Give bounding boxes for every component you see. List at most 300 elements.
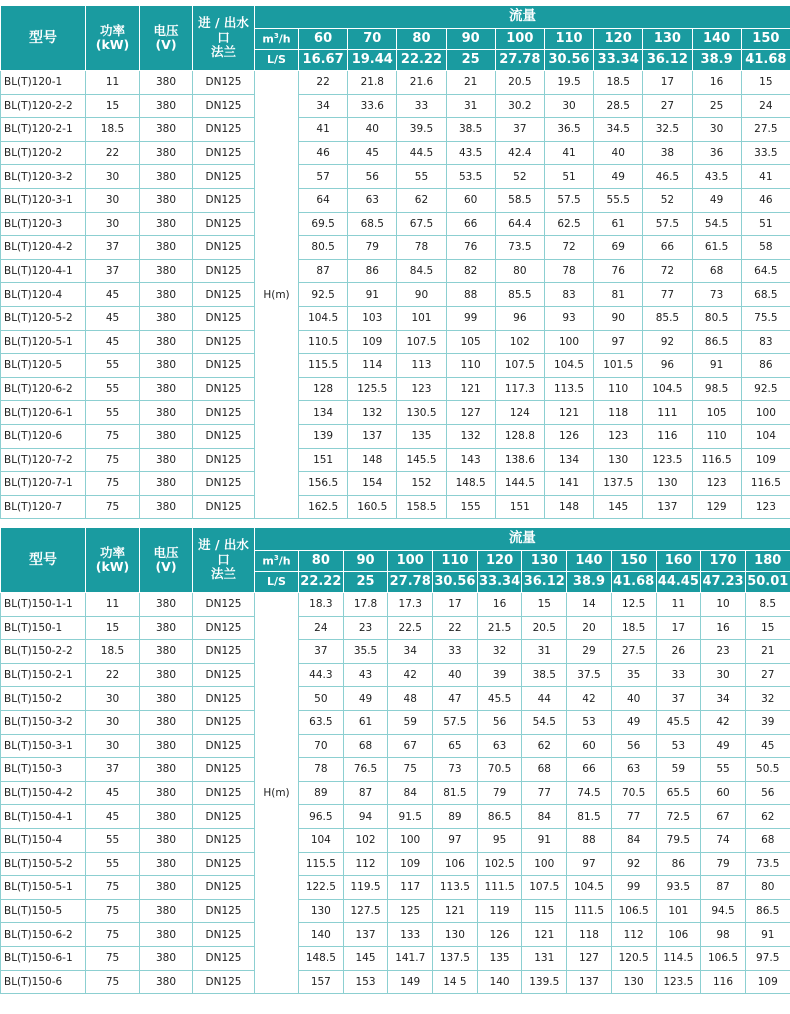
head-value-cell: 55.5 bbox=[594, 188, 643, 212]
flange-cell: DN125 bbox=[193, 734, 255, 758]
power-cell: 55 bbox=[86, 828, 140, 852]
model-cell: BL(T)150-2 bbox=[1, 687, 86, 711]
table-row bbox=[1, 472, 790, 496]
flange-cell: DN125 bbox=[193, 94, 255, 118]
head-value-cell: 42 bbox=[388, 663, 433, 687]
head-value-cell: 33 bbox=[397, 94, 446, 118]
head-value-cell: 75 bbox=[388, 758, 433, 782]
flow-m3h-value: 70 bbox=[348, 29, 397, 50]
head-value-cell: 145 bbox=[343, 946, 388, 970]
flange-cell: DN125 bbox=[193, 663, 255, 687]
head-value-cell: 97 bbox=[567, 852, 612, 876]
head-value-cell: 127 bbox=[446, 401, 495, 425]
model-cell: BL(T)150-3-1 bbox=[1, 734, 86, 758]
head-value-cell: 68 bbox=[692, 259, 741, 283]
model-cell: BL(T)150-2-2 bbox=[1, 640, 86, 664]
voltage-cell: 380 bbox=[140, 876, 193, 900]
head-value-cell: 114 bbox=[348, 354, 397, 378]
table-row bbox=[1, 734, 790, 758]
head-value-cell: 23 bbox=[343, 616, 388, 640]
head-value-cell: 123 bbox=[741, 495, 790, 519]
model-cell: BL(T)120-2 bbox=[1, 141, 86, 165]
head-value-cell: 76.5 bbox=[343, 758, 388, 782]
head-value-cell: 121 bbox=[522, 923, 567, 947]
head-value-cell: 66 bbox=[643, 236, 692, 260]
head-value-cell: 94 bbox=[343, 805, 388, 829]
head-value-cell: 141.7 bbox=[388, 946, 433, 970]
head-value-cell: 63 bbox=[348, 188, 397, 212]
head-value-cell: 102 bbox=[495, 330, 544, 354]
pump-spec-table-150 bbox=[0, 527, 790, 994]
table-row bbox=[1, 354, 790, 378]
flow-ls-value: 33.34 bbox=[477, 572, 522, 593]
head-value-cell: 79 bbox=[477, 781, 522, 805]
head-value-cell: 86 bbox=[741, 354, 790, 378]
table-row bbox=[1, 306, 790, 330]
head-value-cell: 67 bbox=[388, 734, 433, 758]
head-value-cell: 40 bbox=[433, 663, 478, 687]
head-value-cell: 69.5 bbox=[299, 212, 348, 236]
head-value-cell: 121 bbox=[433, 899, 478, 923]
head-value-cell: 113.5 bbox=[544, 377, 593, 401]
table-row bbox=[1, 330, 790, 354]
flange-cell: DN125 bbox=[193, 141, 255, 165]
head-value-cell: 62 bbox=[745, 805, 790, 829]
head-value-cell: 140 bbox=[477, 970, 522, 994]
head-value-cell: 115.5 bbox=[299, 354, 348, 378]
head-value-cell: 53 bbox=[656, 734, 701, 758]
model-cell: BL(T)120-5-1 bbox=[1, 330, 86, 354]
head-value-cell: 85.5 bbox=[495, 283, 544, 307]
head-value-cell: 30 bbox=[701, 663, 746, 687]
table-row bbox=[1, 377, 790, 401]
table-row bbox=[1, 970, 790, 994]
head-value-cell: 32.5 bbox=[643, 118, 692, 142]
head-value-cell: 116 bbox=[701, 970, 746, 994]
head-value-cell: 24 bbox=[741, 94, 790, 118]
head-value-cell: 100 bbox=[544, 330, 593, 354]
head-value-cell: 101.5 bbox=[594, 354, 643, 378]
head-value-cell: 62 bbox=[522, 734, 567, 758]
voltage-cell: 380 bbox=[140, 306, 193, 330]
power-cell: 75 bbox=[86, 970, 140, 994]
head-value-cell: 138.6 bbox=[495, 448, 544, 472]
voltage-cell: 380 bbox=[140, 165, 193, 189]
flange-cell: DN125 bbox=[193, 781, 255, 805]
head-value-cell: 53 bbox=[567, 710, 612, 734]
head-value-cell: 10 bbox=[701, 593, 746, 617]
flow-ls-value: 33.34 bbox=[594, 50, 643, 71]
head-value-cell: 139 bbox=[299, 424, 348, 448]
flange-cell: DN125 bbox=[193, 165, 255, 189]
flow-m3h-value: 130 bbox=[522, 551, 567, 572]
power-cell: 75 bbox=[86, 472, 140, 496]
head-value-cell: 112 bbox=[343, 852, 388, 876]
head-value-cell: 158.5 bbox=[397, 495, 446, 519]
head-value-cell: 68 bbox=[522, 758, 567, 782]
head-value-cell: 73 bbox=[433, 758, 478, 782]
table-row bbox=[1, 165, 790, 189]
table-row bbox=[1, 899, 790, 923]
flow-m3h-value: 140 bbox=[567, 551, 612, 572]
head-value-cell: 154 bbox=[348, 472, 397, 496]
model-cell: BL(T)150-2-1 bbox=[1, 663, 86, 687]
table-body bbox=[1, 593, 790, 994]
head-value-cell: 21 bbox=[446, 71, 495, 95]
head-value-cell: 79 bbox=[348, 236, 397, 260]
power-cell: 30 bbox=[86, 734, 140, 758]
head-value-cell: 92 bbox=[611, 852, 656, 876]
head-value-cell: 31 bbox=[522, 640, 567, 664]
head-value-cell: 39 bbox=[745, 710, 790, 734]
head-value-cell: 68.5 bbox=[741, 283, 790, 307]
flow-m3h-value: 150 bbox=[611, 551, 656, 572]
head-value-cell: 118 bbox=[567, 923, 612, 947]
head-value-cell: 32 bbox=[477, 640, 522, 664]
head-value-cell: 130 bbox=[643, 472, 692, 496]
head-value-cell: 99 bbox=[611, 876, 656, 900]
head-value-cell: 107.5 bbox=[397, 330, 446, 354]
head-value-cell: 46 bbox=[741, 188, 790, 212]
head-value-cell: 113.5 bbox=[433, 876, 478, 900]
model-cell: BL(T)120-5 bbox=[1, 354, 86, 378]
head-value-cell: 18.3 bbox=[299, 593, 344, 617]
head-value-cell: 89 bbox=[299, 781, 344, 805]
model-cell: BL(T)120-3 bbox=[1, 212, 86, 236]
head-value-cell: 14 bbox=[567, 593, 612, 617]
head-value-cell: 104.5 bbox=[544, 354, 593, 378]
model-cell: BL(T)120-4-2 bbox=[1, 236, 86, 260]
head-value-cell: 151 bbox=[495, 495, 544, 519]
head-value-cell: 16 bbox=[477, 593, 522, 617]
head-value-cell: 128 bbox=[299, 377, 348, 401]
head-value-cell: 21.6 bbox=[397, 71, 446, 95]
head-value-cell: 48 bbox=[388, 687, 433, 711]
head-value-cell: 145 bbox=[594, 495, 643, 519]
head-value-cell: 78 bbox=[397, 236, 446, 260]
head-value-cell: 67 bbox=[701, 805, 746, 829]
power-cell: 30 bbox=[86, 165, 140, 189]
model-cell: BL(T)120-1 bbox=[1, 71, 86, 95]
head-value-cell: 49 bbox=[343, 687, 388, 711]
head-value-cell: 61 bbox=[594, 212, 643, 236]
flow-ls-value: 36.12 bbox=[643, 50, 692, 71]
head-value-cell: 14 5 bbox=[433, 970, 478, 994]
flange-cell: DN125 bbox=[193, 212, 255, 236]
power-cell: 45 bbox=[86, 805, 140, 829]
head-value-cell: 97.5 bbox=[745, 946, 790, 970]
table-row bbox=[1, 118, 790, 142]
spec-table bbox=[0, 527, 790, 994]
flange-cell: DN125 bbox=[193, 259, 255, 283]
head-value-cell: 70.5 bbox=[477, 758, 522, 782]
flow-m3h-value: 100 bbox=[388, 551, 433, 572]
col-header-power: 功率 (kW) bbox=[86, 528, 140, 593]
flow-ls-value: 22.22 bbox=[397, 50, 446, 71]
flow-m3h-value: 90 bbox=[446, 29, 495, 50]
model-cell: BL(T)120-7-1 bbox=[1, 472, 86, 496]
head-value-cell: 61.5 bbox=[692, 236, 741, 260]
model-cell: BL(T)120-4 bbox=[1, 283, 86, 307]
head-value-cell: 121 bbox=[544, 401, 593, 425]
head-value-cell: 103 bbox=[348, 306, 397, 330]
head-value-cell: 17.8 bbox=[343, 593, 388, 617]
head-value-cell: 137 bbox=[343, 923, 388, 947]
head-value-cell: 132 bbox=[348, 401, 397, 425]
voltage-cell: 380 bbox=[140, 424, 193, 448]
head-value-cell: 74 bbox=[701, 828, 746, 852]
flow-m3h-value: 80 bbox=[299, 551, 344, 572]
head-value-cell: 56 bbox=[348, 165, 397, 189]
head-value-cell: 26 bbox=[656, 640, 701, 664]
flow-ls-value: 27.78 bbox=[388, 572, 433, 593]
head-value-cell: 73.5 bbox=[495, 236, 544, 260]
head-value-cell: 63 bbox=[611, 758, 656, 782]
head-value-cell: 117 bbox=[388, 876, 433, 900]
head-value-cell: 92.5 bbox=[299, 283, 348, 307]
power-cell: 15 bbox=[86, 616, 140, 640]
head-value-cell: 42.4 bbox=[495, 141, 544, 165]
model-cell: BL(T)120-6-2 bbox=[1, 377, 86, 401]
head-value-cell: 123 bbox=[397, 377, 446, 401]
model-cell: BL(T)150-5-2 bbox=[1, 852, 86, 876]
head-value-cell: 70.5 bbox=[611, 781, 656, 805]
voltage-cell: 380 bbox=[140, 259, 193, 283]
head-value-cell: 148 bbox=[544, 495, 593, 519]
head-value-cell: 19.5 bbox=[544, 71, 593, 95]
flange-cell: DN125 bbox=[193, 616, 255, 640]
head-value-cell: 100 bbox=[741, 401, 790, 425]
power-cell: 75 bbox=[86, 946, 140, 970]
head-value-cell: 128.8 bbox=[495, 424, 544, 448]
head-value-cell: 38 bbox=[643, 141, 692, 165]
head-value-cell: 151 bbox=[299, 448, 348, 472]
head-value-cell: 123.5 bbox=[643, 448, 692, 472]
head-value-cell: 52 bbox=[495, 165, 544, 189]
head-value-cell: 43.5 bbox=[446, 141, 495, 165]
head-value-cell: 18.5 bbox=[594, 71, 643, 95]
head-value-cell: 28.5 bbox=[594, 94, 643, 118]
head-value-cell: 17 bbox=[656, 616, 701, 640]
head-value-cell: 81 bbox=[594, 283, 643, 307]
head-value-cell: 15 bbox=[522, 593, 567, 617]
power-cell: 18.5 bbox=[86, 118, 140, 142]
table-row bbox=[1, 946, 790, 970]
head-value-cell: 96.5 bbox=[299, 805, 344, 829]
head-value-cell: 100 bbox=[388, 828, 433, 852]
flange-cell: DN125 bbox=[193, 876, 255, 900]
table-row bbox=[1, 212, 790, 236]
col-header-flange: 进 / 出水 口 法兰 bbox=[193, 528, 255, 593]
voltage-cell: 380 bbox=[140, 94, 193, 118]
unit-ls-label: L/S bbox=[255, 50, 299, 71]
model-cell: BL(T)150-5 bbox=[1, 899, 86, 923]
head-value-cell: 15 bbox=[745, 616, 790, 640]
power-cell: 30 bbox=[86, 188, 140, 212]
head-value-cell: 22 bbox=[433, 616, 478, 640]
head-value-cell: 107.5 bbox=[495, 354, 544, 378]
head-value-cell: 76 bbox=[446, 236, 495, 260]
head-value-cell: 116.5 bbox=[692, 448, 741, 472]
flange-cell: DN125 bbox=[193, 283, 255, 307]
head-value-cell: 63 bbox=[477, 734, 522, 758]
flange-cell: DN125 bbox=[193, 71, 255, 95]
head-value-cell: 109 bbox=[745, 970, 790, 994]
head-value-cell: 58.5 bbox=[495, 188, 544, 212]
head-value-cell: 17.3 bbox=[388, 593, 433, 617]
model-cell: BL(T)150-3 bbox=[1, 758, 86, 782]
head-value-cell: 44.3 bbox=[299, 663, 344, 687]
flow-m3h-value: 60 bbox=[299, 29, 348, 50]
head-value-cell: 86.5 bbox=[692, 330, 741, 354]
head-value-cell: 49 bbox=[692, 188, 741, 212]
table-row bbox=[1, 495, 790, 519]
head-value-cell: 22 bbox=[299, 71, 348, 95]
model-cell: BL(T)150-6 bbox=[1, 970, 86, 994]
head-value-cell: 80 bbox=[495, 259, 544, 283]
head-value-cell: 133 bbox=[388, 923, 433, 947]
flow-ls-value: 16.67 bbox=[299, 50, 348, 71]
head-value-cell: 148 bbox=[348, 448, 397, 472]
model-cell: BL(T)150-4-1 bbox=[1, 805, 86, 829]
head-value-cell: 76 bbox=[594, 259, 643, 283]
head-value-cell: 152 bbox=[397, 472, 446, 496]
head-value-cell: 95 bbox=[477, 828, 522, 852]
head-value-cell: 130 bbox=[433, 923, 478, 947]
voltage-cell: 380 bbox=[140, 448, 193, 472]
flow-m3h-value: 100 bbox=[495, 29, 544, 50]
flange-cell: DN125 bbox=[193, 899, 255, 923]
model-cell: BL(T)120-6-1 bbox=[1, 401, 86, 425]
head-value-cell: 140 bbox=[299, 923, 344, 947]
head-value-cell: 38.5 bbox=[522, 663, 567, 687]
head-value-cell: 33 bbox=[656, 663, 701, 687]
voltage-cell: 380 bbox=[140, 283, 193, 307]
model-cell: BL(T)150-6-2 bbox=[1, 923, 86, 947]
head-value-cell: 44 bbox=[522, 687, 567, 711]
head-value-cell: 78 bbox=[299, 758, 344, 782]
table-row bbox=[1, 593, 790, 617]
head-value-cell: 29 bbox=[567, 640, 612, 664]
head-value-cell: 102 bbox=[343, 828, 388, 852]
flow-m3h-value: 160 bbox=[656, 551, 701, 572]
head-value-cell: 64 bbox=[299, 188, 348, 212]
power-cell: 45 bbox=[86, 306, 140, 330]
head-value-cell: 143 bbox=[446, 448, 495, 472]
head-value-cell: 36.5 bbox=[544, 118, 593, 142]
head-value-cell: 127.5 bbox=[343, 899, 388, 923]
head-value-cell: 42 bbox=[701, 710, 746, 734]
head-value-cell: 81.5 bbox=[567, 805, 612, 829]
head-value-cell: 104 bbox=[299, 828, 344, 852]
head-value-cell: 96 bbox=[643, 354, 692, 378]
head-value-cell: 84 bbox=[522, 805, 567, 829]
head-value-cell: 21.5 bbox=[477, 616, 522, 640]
power-cell: 30 bbox=[86, 687, 140, 711]
flange-cell: DN125 bbox=[193, 923, 255, 947]
head-value-cell: 49 bbox=[701, 734, 746, 758]
head-value-cell: 78 bbox=[544, 259, 593, 283]
table-row bbox=[1, 687, 790, 711]
flow-ls-value: 38.9 bbox=[692, 50, 741, 71]
flange-cell: DN125 bbox=[193, 330, 255, 354]
head-value-cell: 58 bbox=[741, 236, 790, 260]
head-label-cell: H(m) bbox=[255, 593, 299, 994]
table-row bbox=[1, 852, 790, 876]
head-value-cell: 70 bbox=[299, 734, 344, 758]
head-value-cell: 123 bbox=[692, 472, 741, 496]
head-value-cell: 34 bbox=[701, 687, 746, 711]
head-value-cell: 137.5 bbox=[594, 472, 643, 496]
power-cell: 37 bbox=[86, 259, 140, 283]
head-value-cell: 125.5 bbox=[348, 377, 397, 401]
col-header-model: 型号 bbox=[1, 528, 86, 593]
flow-ls-value: 47.23 bbox=[701, 572, 746, 593]
head-value-cell: 134 bbox=[299, 401, 348, 425]
head-value-cell: 123.5 bbox=[656, 970, 701, 994]
voltage-cell: 380 bbox=[140, 852, 193, 876]
head-value-cell: 67.5 bbox=[397, 212, 446, 236]
power-cell: 45 bbox=[86, 283, 140, 307]
flange-cell: DN125 bbox=[193, 495, 255, 519]
head-value-cell: 65 bbox=[433, 734, 478, 758]
head-value-cell: 37.5 bbox=[567, 663, 612, 687]
head-value-cell: 84 bbox=[388, 781, 433, 805]
head-value-cell: 73 bbox=[692, 283, 741, 307]
model-cell: BL(T)120-3-1 bbox=[1, 188, 86, 212]
head-value-cell: 42 bbox=[567, 687, 612, 711]
table-body bbox=[1, 71, 790, 519]
head-value-cell: 30 bbox=[692, 118, 741, 142]
head-value-cell: 110 bbox=[594, 377, 643, 401]
head-value-cell: 106 bbox=[433, 852, 478, 876]
voltage-cell: 380 bbox=[140, 616, 193, 640]
head-value-cell: 126 bbox=[477, 923, 522, 947]
flange-cell: DN125 bbox=[193, 188, 255, 212]
head-value-cell: 134 bbox=[544, 448, 593, 472]
head-value-cell: 80.5 bbox=[299, 236, 348, 260]
head-value-cell: 100 bbox=[522, 852, 567, 876]
table-row bbox=[1, 876, 790, 900]
head-value-cell: 21 bbox=[745, 640, 790, 664]
head-value-cell: 15 bbox=[741, 71, 790, 95]
head-value-cell: 57.5 bbox=[643, 212, 692, 236]
power-cell: 45 bbox=[86, 330, 140, 354]
model-cell: BL(T)150-1-1 bbox=[1, 593, 86, 617]
table-row bbox=[1, 141, 790, 165]
head-value-cell: 116 bbox=[643, 424, 692, 448]
head-value-cell: 22.5 bbox=[388, 616, 433, 640]
power-cell: 75 bbox=[86, 448, 140, 472]
head-value-cell: 141 bbox=[544, 472, 593, 496]
col-header-power: 功率 (kW) bbox=[86, 6, 140, 71]
table-row bbox=[1, 424, 790, 448]
head-value-cell: 27.5 bbox=[741, 118, 790, 142]
unit-m3h-label: $m^3/h$ bbox=[255, 29, 299, 50]
col-header-voltage: 电压 (V) bbox=[140, 6, 193, 71]
head-value-cell: 47 bbox=[433, 687, 478, 711]
voltage-cell: 380 bbox=[140, 710, 193, 734]
head-value-cell: 72.5 bbox=[656, 805, 701, 829]
table-row bbox=[1, 94, 790, 118]
head-value-cell: 34.5 bbox=[594, 118, 643, 142]
head-value-cell: 20 bbox=[567, 616, 612, 640]
head-value-cell: 148.5 bbox=[299, 946, 344, 970]
model-cell: BL(T)150-1 bbox=[1, 616, 86, 640]
head-value-cell: 55 bbox=[701, 758, 746, 782]
table-row bbox=[1, 401, 790, 425]
head-value-cell: 75.5 bbox=[741, 306, 790, 330]
